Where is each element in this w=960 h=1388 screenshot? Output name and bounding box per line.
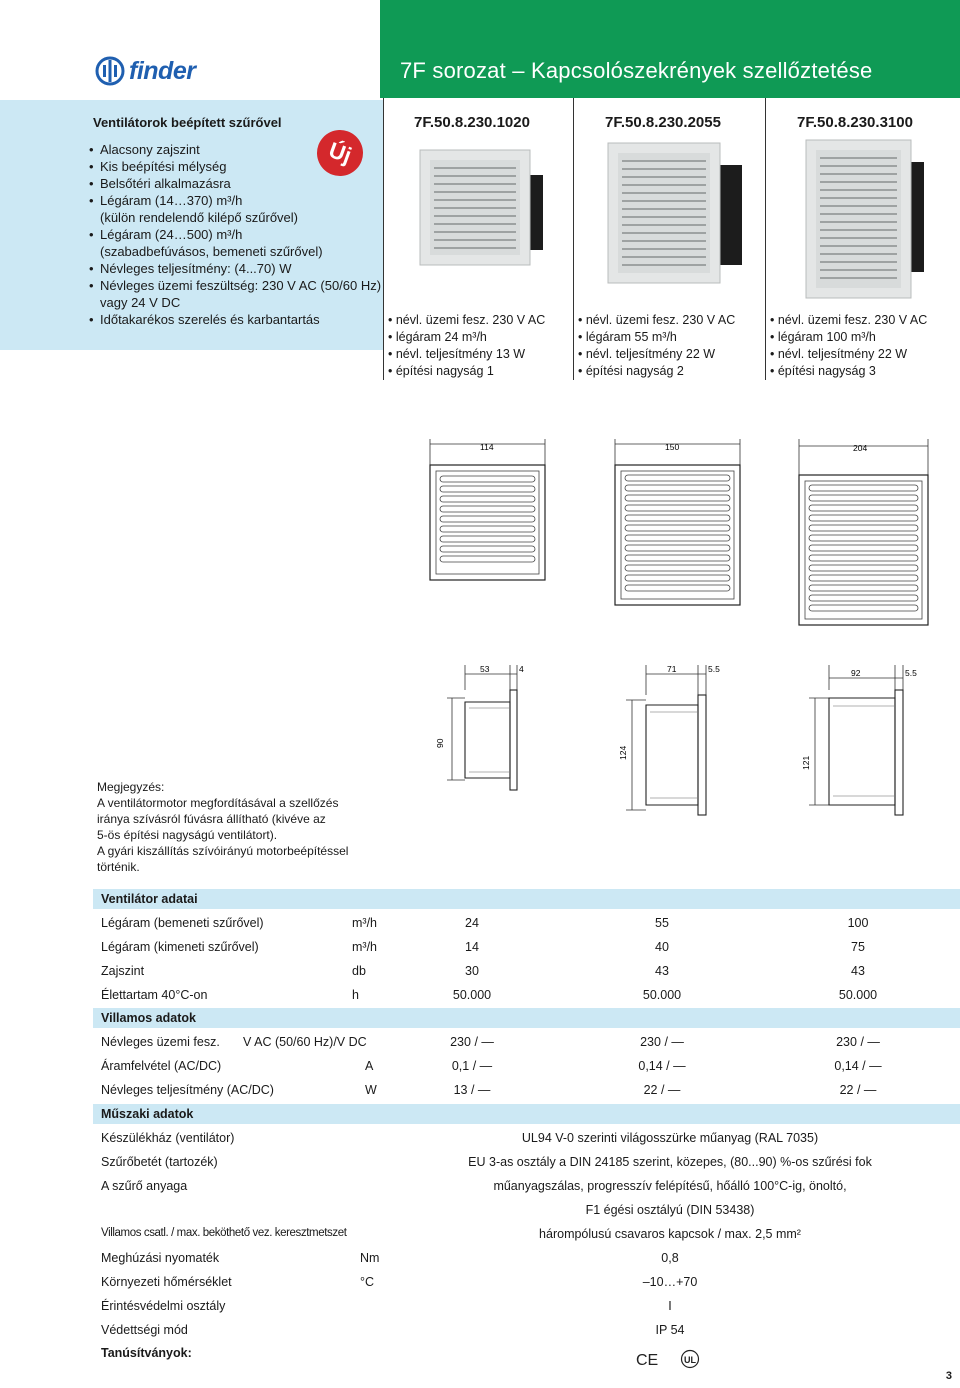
cell-value: 230 / — [450, 1035, 494, 1049]
cell-value: 43 [851, 964, 865, 978]
cell-value: 24 [465, 916, 479, 930]
row-label: Légáram (kimeneti szűrővel) [101, 940, 259, 954]
section-bar-technical [93, 1104, 960, 1124]
row-label: Környezeti hőmérséklet [101, 1275, 232, 1289]
side-view-drawing-3 [795, 660, 935, 830]
spec-item [388, 346, 545, 363]
section-title-fan: Ventilátor adatai [101, 892, 198, 906]
feature-item [89, 260, 381, 277]
dim-height-2: 124 [618, 745, 628, 760]
dim-depth-3: 92 [851, 668, 861, 678]
cell-value: 0,14 / — [638, 1059, 686, 1073]
section-bar-fan [93, 889, 960, 909]
cell-value: 230 / — [836, 1035, 880, 1049]
bullet-icon: • [89, 159, 94, 174]
note-line: A gyári kiszállítás szívóirányú motorbeépítéssel [97, 844, 349, 858]
section-title-technical: Műszaki adatok [101, 1107, 194, 1121]
bullet-icon: • [388, 364, 396, 378]
feature-item [89, 226, 381, 243]
feature-text: (szabadbefúvásos, bemeneti szűrővel) [100, 244, 323, 259]
row-label: Zajszint [101, 964, 145, 978]
dim-flange-3: 5.5 [905, 668, 917, 678]
cell-value: hárompólusú csavaros kapcsok / max. 2,5 mm² [539, 1227, 801, 1241]
spec-text: légáram 100 m³/h [777, 330, 876, 344]
feature-text: Belsőtéri alkalmazásra [100, 176, 231, 191]
bullet-icon: • [388, 330, 396, 344]
row-label: Meghúzási nyomaték [101, 1251, 220, 1265]
bullet-icon: • [89, 312, 94, 327]
spec-text: névl. üzemi fesz. 230 V AC [777, 313, 928, 327]
ul-mark-text: UL [684, 1355, 696, 1365]
column-divider [383, 98, 384, 380]
page-number: 3 [945, 1370, 952, 1382]
row-unit: W [365, 1083, 377, 1097]
spec-text: névl. üzemi fesz. 230 V AC [395, 313, 546, 327]
cell-value: EU 3-as osztály a DIN 24185 szerint, közepes, (80...90) %-os szűrési fok [468, 1155, 872, 1169]
note-line: történik. [97, 860, 140, 874]
row-label: A szűrő anyaga [101, 1179, 188, 1193]
cell-value: 75 [851, 940, 865, 954]
new-badge-label: Új [325, 137, 355, 169]
bullet-icon: • [770, 364, 778, 378]
row-unit: m³/h [352, 940, 377, 954]
finder-logo [95, 56, 195, 86]
spec-text: légáram 55 m³/h [585, 330, 677, 344]
spec-text: építési nagyság 1 [395, 364, 494, 378]
logo-text: finder [129, 56, 196, 85]
spec-item [388, 363, 545, 380]
row-unit: A [365, 1059, 374, 1073]
cell-value: –10…+70 [642, 1275, 698, 1289]
bullet-icon: • [89, 261, 94, 276]
spec-item [578, 363, 735, 380]
front-view-drawing-2 [610, 435, 745, 615]
spec-text: építési nagyság 2 [585, 364, 684, 378]
column-divider [573, 98, 574, 380]
feature-text: Alacsony zajszint [100, 142, 200, 157]
spec-item [578, 346, 735, 363]
dim-flange-1: 4 [519, 664, 524, 674]
feature-item [89, 311, 381, 328]
bullet-icon: • [770, 330, 778, 344]
spec-text: építési nagyság 3 [777, 364, 876, 378]
model-code-1: 7F.50.8.230.1020 [414, 114, 530, 131]
row-label: Névleges üzemi fesz. [101, 1035, 220, 1049]
column-divider [765, 98, 766, 380]
cell-value: 40 [655, 940, 669, 954]
spec-item [388, 312, 545, 329]
bullet-icon: • [89, 193, 94, 208]
feature-text: Névleges teljesítmény: (4...70) W [100, 261, 292, 276]
row-label: Készülékház (ventilátor) [101, 1131, 235, 1145]
spec-item [770, 363, 927, 380]
note-text [97, 779, 348, 875]
spec-item [388, 329, 545, 346]
side-view-drawing-1 [425, 660, 560, 810]
spec-text: névl. teljesítmény 22 W [585, 347, 716, 361]
dim-depth-2: 71 [667, 664, 677, 674]
feature-item [89, 277, 381, 294]
ce-mark-icon [636, 1349, 659, 1369]
side-view-drawing-2 [612, 660, 747, 820]
page-title: 7F sorozat – Kapcsolószekrények szellőztetése [400, 58, 873, 83]
row-label: Névleges teljesítmény (AC/DC) [101, 1083, 274, 1097]
cell-value: I [668, 1299, 672, 1313]
feature-text: Légáram (24…500) m³/h [100, 227, 243, 242]
finder-logo-icon [95, 56, 125, 86]
cell-value: 30 [465, 964, 479, 978]
cell-value: 14 [465, 940, 479, 954]
feature-item [89, 158, 381, 175]
spec-item [770, 346, 927, 363]
feature-list [89, 141, 381, 328]
cell-value: 230 / — [640, 1035, 684, 1049]
feature-text: Kis beépítési mélység [100, 159, 227, 174]
feature-item [89, 175, 381, 192]
spec-item [770, 312, 927, 329]
spec-text: névl. teljesítmény 13 W [395, 347, 526, 361]
feature-text: Időtakarékos szerelés és karbantartás [100, 312, 320, 327]
product-photo-2 [608, 143, 748, 303]
row-label: Védettségi mód [101, 1323, 188, 1337]
section-bar-electrical [93, 1008, 960, 1028]
ce-mark-text: CE [636, 1352, 659, 1369]
cell-value: 55 [655, 916, 669, 930]
spec-item [578, 329, 735, 346]
row-label: Érintésvédelmi osztály [101, 1299, 226, 1313]
cell-value: F1 égési osztályú (DIN 53438) [585, 1203, 755, 1217]
bullet-icon: • [578, 330, 586, 344]
cell-value: 0,8 [661, 1251, 679, 1265]
row-label: Villamos csatl. / max. beköthető vez. keresztmetszet [101, 1227, 347, 1239]
cell-value: 13 / — [453, 1083, 491, 1097]
note-line: 5-ös építési nagyságú ventilátort). [97, 828, 278, 842]
bullet-icon: • [770, 313, 778, 327]
bullet-icon: • [89, 142, 94, 157]
row-label: Légáram (bemeneti szűrővel) [101, 916, 264, 930]
section-title-electrical: Villamos adatok [101, 1011, 196, 1025]
feature-item [89, 141, 381, 158]
note-line: iránya szívásról fúvásra állítható (kivéve az [97, 812, 326, 826]
bullet-icon: • [388, 347, 396, 361]
row-unit: V AC (50/60 Hz)/V DC [243, 1035, 367, 1049]
cell-value: 100 [847, 916, 869, 930]
note-line: Megjegyzés: [97, 780, 165, 794]
certifications-label: Tanúsítványok: [101, 1346, 192, 1360]
row-unit: m³/h [352, 916, 377, 930]
dim-width-1: 114 [480, 442, 494, 452]
product-photo-3 [806, 140, 926, 308]
spec-item [578, 312, 735, 329]
feature-item [89, 192, 381, 209]
front-view-drawing-1 [420, 435, 555, 615]
dim-flange-2: 5.5 [708, 664, 720, 674]
cell-value: 22 / — [839, 1083, 877, 1097]
feature-item [89, 243, 381, 260]
row-label: Élettartam 40°C-on [101, 988, 208, 1002]
dim-width-3: 204 [853, 443, 868, 453]
spec-item [770, 329, 927, 346]
ul-mark-icon [680, 1349, 700, 1369]
bullet-icon: • [770, 347, 778, 361]
row-label: Szűrőbetét (tartozék) [101, 1155, 218, 1169]
model-specs-3 [770, 312, 927, 380]
front-view-drawing-3 [795, 435, 935, 635]
row-unit: °C [360, 1275, 375, 1289]
dim-height-1: 90 [435, 738, 445, 748]
model-specs-2 [578, 312, 735, 380]
bullet-icon: • [89, 227, 94, 242]
spec-text: légáram 24 m³/h [395, 330, 487, 344]
feature-text: Névleges üzemi feszültség: 230 V AC (50/60 Hz) [100, 278, 382, 293]
cell-value: 50.000 [452, 988, 492, 1002]
bullet-icon: • [89, 176, 94, 191]
cell-value: 50.000 [642, 988, 682, 1002]
cell-value: IP 54 [655, 1323, 685, 1337]
dim-depth-1: 53 [480, 664, 490, 674]
feature-item [89, 209, 381, 226]
row-unit: Nm [360, 1251, 380, 1265]
product-photo-1 [420, 150, 555, 300]
row-unit: h [352, 988, 359, 1002]
model-specs-1 [388, 312, 545, 380]
model-code-3: 7F.50.8.230.3100 [797, 114, 913, 131]
bullet-icon: • [578, 364, 586, 378]
row-unit: db [352, 964, 366, 978]
cell-value: 43 [655, 964, 669, 978]
note-line: A ventilátormotor megfordításával a szellőzés [97, 796, 339, 810]
bullet-icon: • [89, 278, 94, 293]
bullet-icon: • [388, 313, 396, 327]
spec-text: névl. teljesítmény 22 W [777, 347, 908, 361]
dim-height-3: 121 [801, 755, 811, 770]
row-label: Áramfelvétel (AC/DC) [101, 1059, 222, 1073]
model-code-2: 7F.50.8.230.2055 [605, 114, 721, 131]
bullet-icon: • [578, 313, 586, 327]
feature-item [89, 294, 381, 311]
spec-text: névl. üzemi fesz. 230 V AC [585, 313, 736, 327]
cell-value: 50.000 [838, 988, 878, 1002]
feature-text: (külön rendelendő kilépő szűrővel) [100, 210, 299, 225]
cell-value: 0,14 / — [834, 1059, 882, 1073]
cell-value: műanyagszálas, progresszív felépítésű, hőálló 100°C-ig, önoltó, [493, 1179, 847, 1193]
cell-value: UL94 V-0 szerinti világosszürke műanyag (RAL 7035) [521, 1131, 819, 1145]
bullet-icon: • [578, 347, 586, 361]
feature-title: Ventilátorok beépített szűrővel [93, 115, 282, 130]
feature-text: Légáram (14…370) m³/h [100, 193, 243, 208]
cell-value: 22 / — [643, 1083, 681, 1097]
dim-width-2: 150 [665, 442, 680, 452]
feature-text: vagy 24 V DC [100, 295, 181, 310]
cell-value: 0,1 / — [451, 1059, 493, 1073]
